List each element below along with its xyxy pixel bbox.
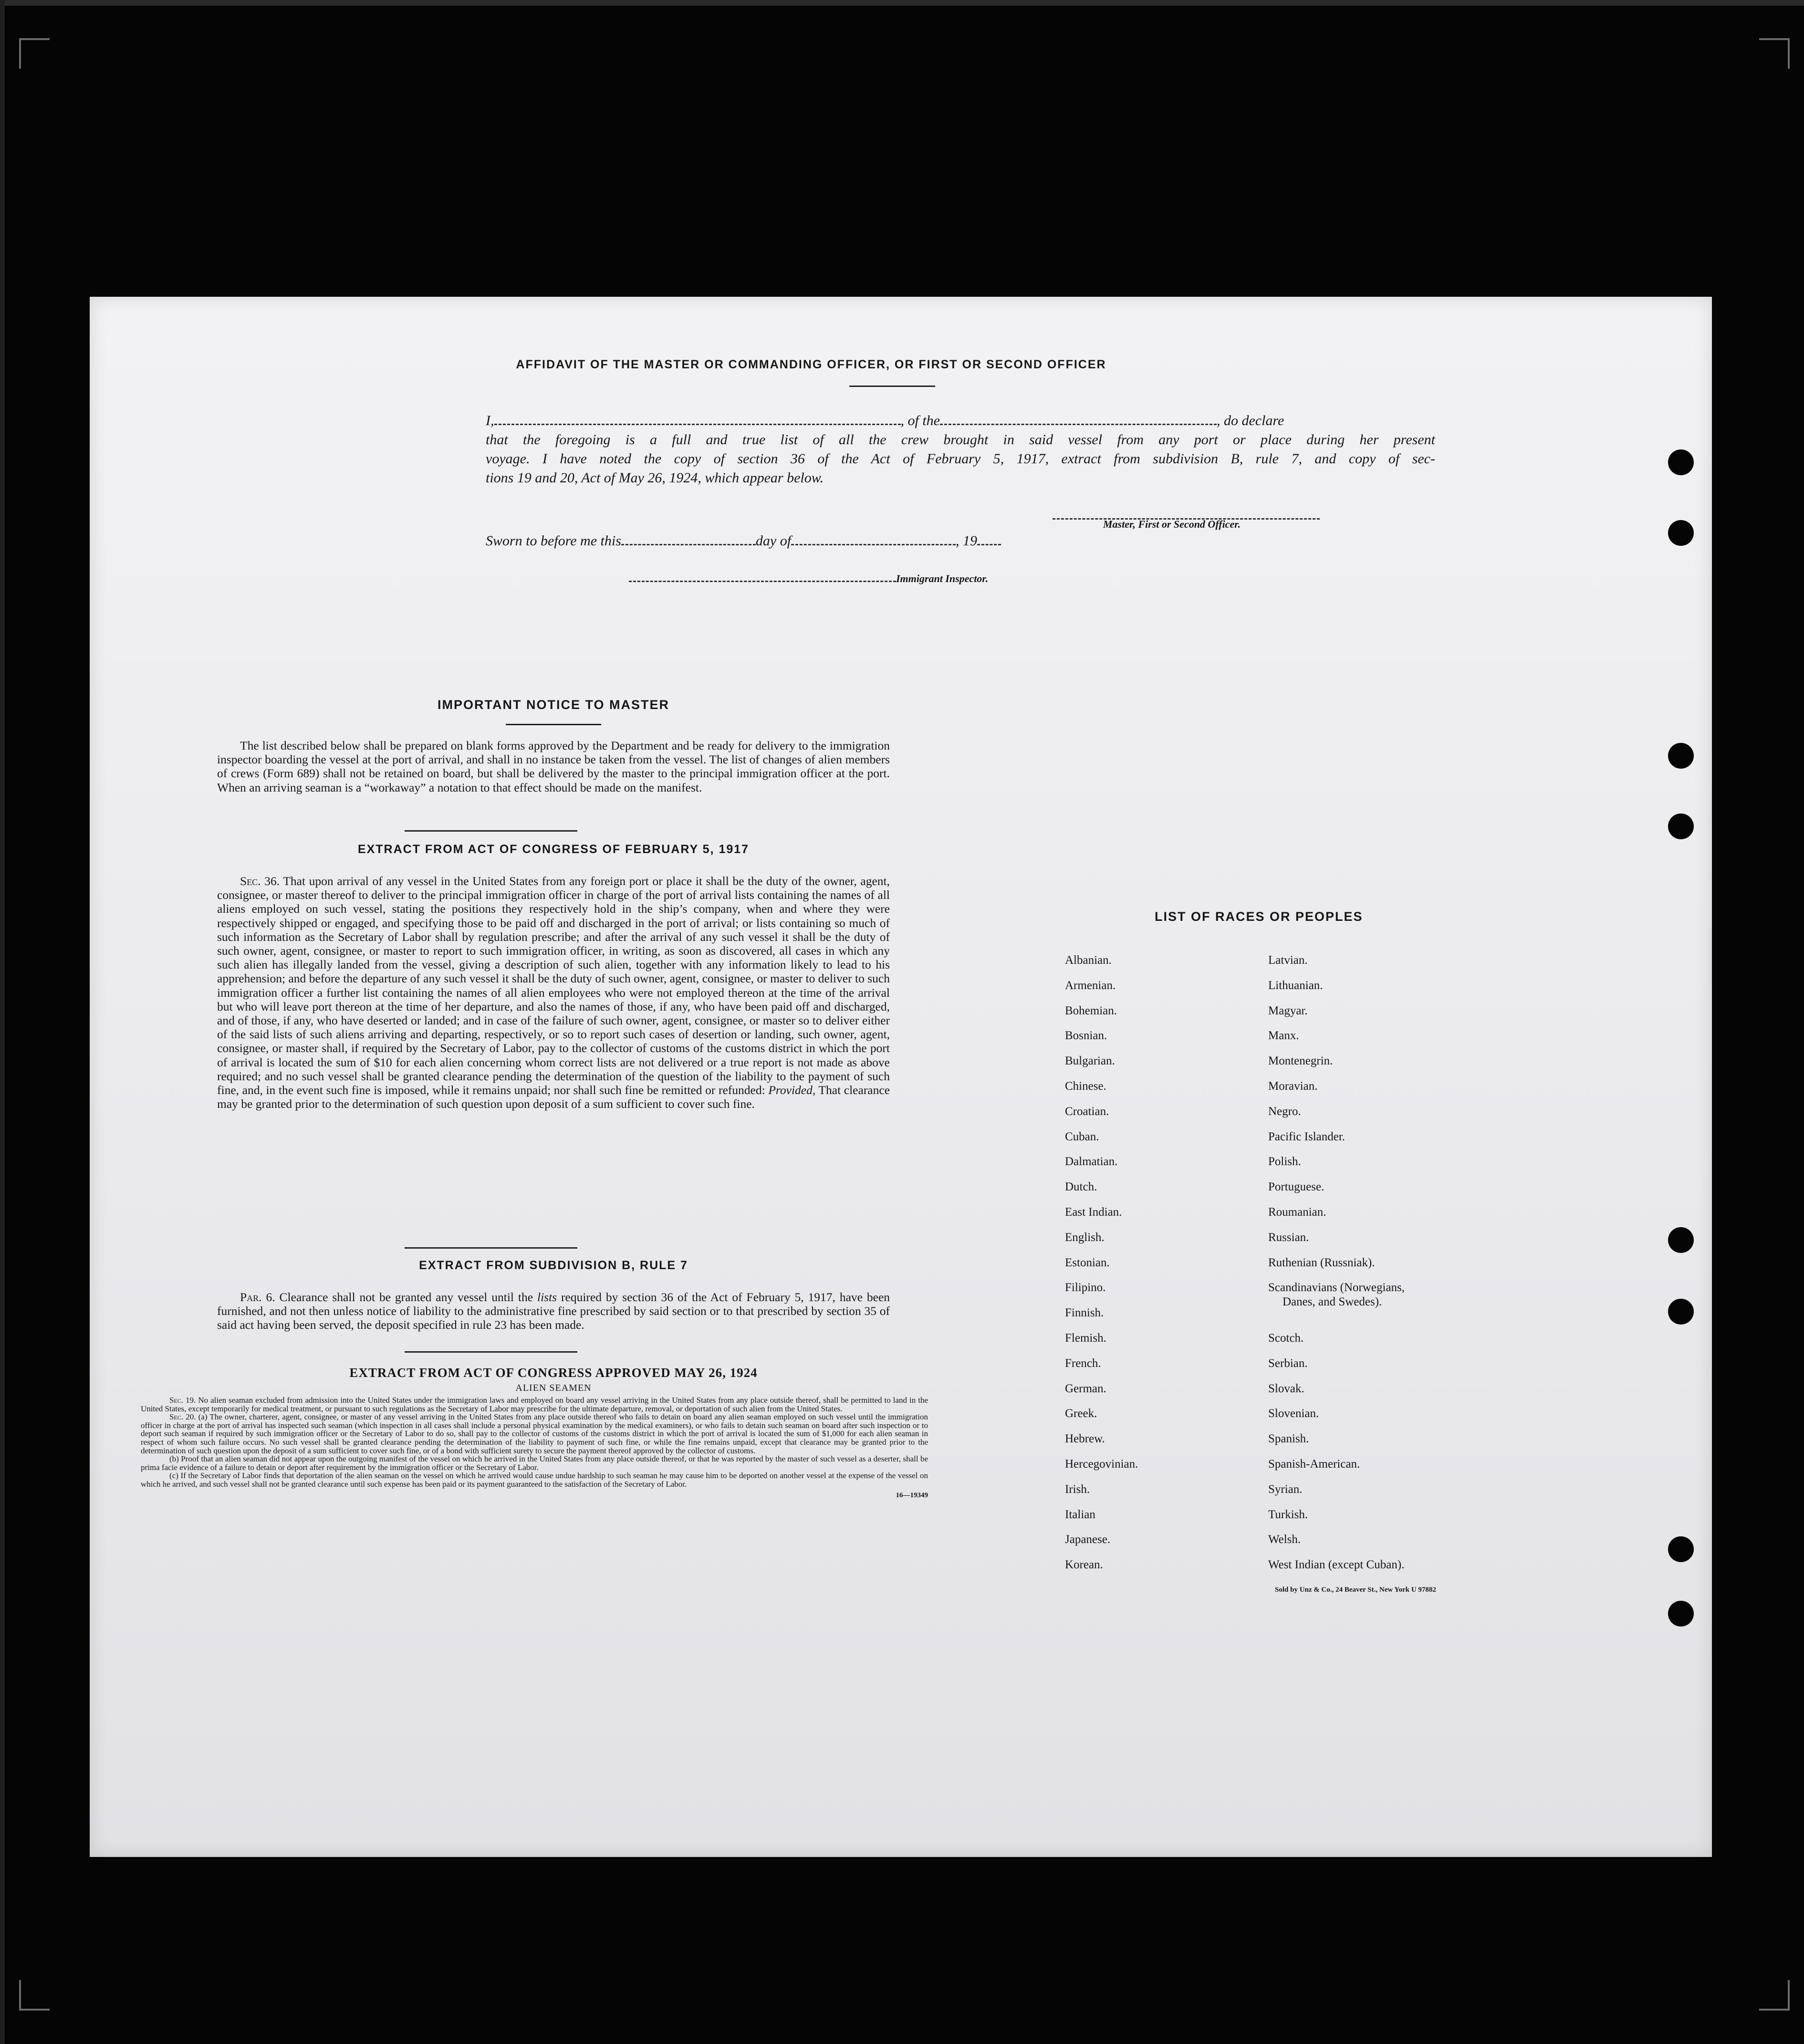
sec-20a-paragraph <box>141 1413 928 1455</box>
printer-imprint: Sold by Unz & Co., 24 Beaver St., New York U 97882 <box>1275 1586 1436 1594</box>
par-6-body: Clearance shall not be granted any vessel until the <box>279 1290 533 1304</box>
race-item: Italian <box>1065 1508 1095 1521</box>
race-item: Portuguese. <box>1268 1180 1324 1194</box>
race-item: Filipino. <box>1065 1281 1106 1294</box>
race-item-line: Scandinavians (Norwegians, <box>1268 1281 1405 1294</box>
punch-hole <box>1668 1227 1694 1253</box>
race-item: Armenian. <box>1065 979 1116 992</box>
act-1924-title: EXTRACT FROM ACT OF CONGRESS APPROVED MAY 26, 1924 <box>349 1366 758 1380</box>
race-item: Hercegovinian. <box>1065 1457 1138 1470</box>
race-item: Bohemian. <box>1065 1004 1117 1017</box>
frame-corner-mark <box>1759 38 1790 69</box>
affidavit-of-the: , of the <box>900 413 940 428</box>
race-item: Flemish. <box>1065 1331 1106 1345</box>
affidavit-i: I, <box>486 413 494 428</box>
race-item: Slovak. <box>1268 1382 1304 1395</box>
race-item: East Indian. <box>1065 1205 1122 1219</box>
notice-text: The list described below shall be prepared on blank forms approved by the Department and be ready for delivery to the immigration inspector boarding the vessel at the port of arrival, and shall in no instance be taken from the vessel. The list of changes of alien members of crews (Form 689) shall not be retained on board, but shall be delivered by the master to the principal immigration officer at the port. When an arriving seaman is a “workaway” a notation to that effect should be made on the manifest. <box>217 739 890 794</box>
race-item <box>1268 1281 1516 1331</box>
sworn-month-field[interactable] <box>791 533 956 545</box>
race-item: Roumanian. <box>1268 1205 1326 1219</box>
race-item: Serbian. <box>1268 1356 1308 1370</box>
sec-19-body: No alien seaman excluded from admission into the United States under the immigration laws and employed on board any vessel arriving in the United States from any place outside thereof, shall be permitted to land in the United States, except temporarily for medical treatment, or pursuant to such regulations as the Secretary of Labor may prescribe for the ultimate departure, removal, or deportation of such alien from the United States. <box>141 1396 928 1413</box>
race-item: West Indian (except Cuban). <box>1268 1558 1405 1572</box>
race-item: Finnish. <box>1065 1306 1104 1320</box>
race-item: Bosnian. <box>1065 1029 1107 1043</box>
affidavit-line-2: that the foregoing is a full and true list of all the crew brought in said vessel from any port or place during her present <box>486 432 1435 448</box>
race-item: Slovenian. <box>1268 1407 1319 1420</box>
section-rule <box>405 1247 577 1249</box>
section-rule <box>405 830 577 832</box>
races-list-right <box>1268 953 1516 1583</box>
notice-title: IMPORTANT NOTICE TO MASTER <box>438 698 669 712</box>
document-sheet <box>90 297 1712 1857</box>
race-item: Latvian. <box>1268 954 1308 967</box>
rule-7-title: EXTRACT FROM SUBDIVISION B, RULE 7 <box>419 1259 688 1272</box>
race-item: Bulgarian. <box>1065 1054 1115 1068</box>
act-1917-text <box>217 874 890 1111</box>
provided-word: Provided, <box>768 1083 816 1097</box>
inspector-signature <box>629 573 988 585</box>
sec-36-body: That upon arrival of any vessel in the United States from any foreign port or place it shall be the duty of the owner, agent, consignee, or master thereof to deliver to the principal immigration officer in charge of the port of arrival lists containing the names of all aliens employed on such vessel, stating the positions they respectively hold in the ship’s company, when and where they were respectively shipped or engaged, and specifying those to be paid off and discharged in the port of arrival; or lists containing so much of such information as the Secretary of Labor shall by regulation prescribe; and after the arrival of any such vessel it shall be the duty of such owner, agent, consignee, or master to report to such immigration officer, in writing, as soon as discovered, all cases in which any such alien has illegally landed from the vessel, giving a description of such alien, together with any information likely to lead to his apprehension; and before the departure of any such vessel it shall be the duty of such owner, agent, consignee, or master to deliver to such immigration officer a further list containing the names of all alien employees who were not employed thereon at the time of the arrival but who will leave port thereon at the time of her departure, and also the names of those, if any, who have been paid off and discharged, and of those, if any, who have deserted or landed; and in case of the failure of such owner, agent, consignee, or master so to deliver either of the said lists of such aliens arriving and departing, respectively, or so to report such cases of desertion or landing, such owner, agent, consignee, or master shall, if required by the Secretary of Labor, pay to the collector of customs of the customs district in which the port of arrival is located the sum of $10 for each alien concerning whom correct lists are not delivered or a true report is not made as above required; and no such vessel shall be granted clearance pending the determination of the question of the liability to the payment of such fine, and, in the event such fine is imposed, while it remains unpaid; nor shall such fine be remitted or refunded: <box>217 874 890 1097</box>
race-item: Manx. <box>1268 1029 1299 1043</box>
sworn-line <box>486 532 1001 551</box>
title-rule <box>506 724 601 725</box>
race-item: Welsh. <box>1268 1533 1301 1546</box>
race-item: Hebrew. <box>1065 1432 1105 1446</box>
punch-hole <box>1668 1601 1694 1627</box>
sworn-year-field[interactable] <box>977 533 1001 545</box>
race-item: Korean. <box>1065 1558 1103 1572</box>
lists-word: lists <box>537 1290 557 1304</box>
race-item: Magyar. <box>1268 1004 1308 1017</box>
rule-7-text <box>217 1290 890 1332</box>
race-item: Spanish-American. <box>1268 1457 1360 1470</box>
par-6-rest: required by section 36 of the Act of February 5, 1917, have been furnished, and not then unless notice of liability to the administrative fine prescribed by said section or to that prescribed by section 35 of said act having been served, the deposit specified in rule 23 has been made. <box>217 1290 890 1332</box>
races-list-left <box>1065 953 1246 1583</box>
sworn-day-field[interactable] <box>621 533 756 545</box>
affidavit-do-declare: , do declare <box>1217 413 1284 428</box>
race-item: English. <box>1065 1231 1105 1244</box>
sec-20-label: Sec. 20. <box>169 1412 196 1422</box>
sworn-prefix: Sworn to before me this <box>486 533 621 549</box>
punch-hole <box>1668 449 1694 475</box>
affidavit-line-4: tions 19 and 20, Act of May 26, 1924, which appear below. <box>486 470 824 486</box>
act-1924-subtitle: ALIEN SEAMEN <box>515 1383 592 1393</box>
race-item: Japanese. <box>1065 1533 1111 1546</box>
punch-hole <box>1668 743 1694 769</box>
sec-20b-paragraph: (b) Proof that an alien seaman did not appear upon the outgoing manifest of the vessel on which he arrived in the United States from any place outside thereof, or that he was reported by the master of such vessel as a deserter, shall be prima facie evidence of a failure to detain or deport after requirement by the immigration officer or the Secretary of Labor. <box>141 1454 928 1472</box>
race-item: Scotch. <box>1268 1331 1304 1345</box>
affidavit-statement <box>486 411 1435 488</box>
sec-19-paragraph <box>141 1396 928 1413</box>
frame-corner-mark <box>1759 1980 1790 2011</box>
race-item: Pacific Islander. <box>1268 1130 1345 1143</box>
par-6-label: Par. 6. <box>240 1290 275 1304</box>
race-item: Polish. <box>1268 1155 1301 1168</box>
act-1924-text <box>141 1396 928 1500</box>
race-item: Russian. <box>1268 1231 1309 1244</box>
frame-corner-mark <box>19 1980 50 2011</box>
inspector-signature-line[interactable] <box>629 576 896 582</box>
sec-20a-body: (a) The owner, charterer, agent, consignee, or master of any vessel arriving in the United States from any place outside thereof who fails to detain on board any alien seaman employed on such vessel until the immigration officer in charge at the port of arrival has inspected such seaman (which inspection in all cases shall include a personal physical examination by the medical examiners), or who fails to detain such seaman on board after such inspection or to deport such seaman if required by such immigration officer or the Secretary of Labor to do so, shall pay to the collector of customs of the customs district in which the port of arrival is located the sum of $1,000 for each alien seaman in respect of whom such failure occurs. No such vessel shall be granted clearance pending the determination of the liability to payment of such fine, or while the fine remains unpaid, except that clearance may be granted prior to the determination of such question upon the deposit of a sum sufficient to cover such fine, or of a bond with sufficient surety to secure the payment thereof approved by the collector of customs. <box>141 1412 928 1455</box>
race-item: Montenegrin. <box>1268 1054 1333 1068</box>
film-edge-left <box>0 0 5 2044</box>
race-item-line: Danes, and Swedes). <box>1283 1295 1382 1309</box>
master-caption: Master, First or Second Officer. <box>1103 518 1241 530</box>
race-item: Greek. <box>1065 1407 1097 1420</box>
inspector-caption: Immigrant Inspector. <box>896 573 989 584</box>
act-1917-title: EXTRACT FROM ACT OF CONGRESS OF FEBRUARY 5, 1917 <box>357 843 750 856</box>
title-rule <box>849 386 935 387</box>
race-item: Lithuanian. <box>1268 979 1323 992</box>
affidavit-line-3: voyage. I have noted the copy of section 36 of the Act of February 5, 1917, extract from subdivision B, rule 7, and copy of sec- <box>486 451 1435 467</box>
name-blank-field[interactable] <box>494 413 901 425</box>
race-item: Dalmatian. <box>1065 1155 1118 1168</box>
punch-hole <box>1668 520 1694 546</box>
affidavit-line-1 <box>486 411 1435 430</box>
race-item: Moravian. <box>1268 1079 1318 1093</box>
punch-hole <box>1668 1299 1694 1324</box>
race-item: Chinese. <box>1065 1079 1106 1093</box>
film-edge-top <box>0 0 1804 6</box>
sec-20c-paragraph: (c) If the Secretary of Labor finds that deportation of the alien seaman on the vessel on which he arrived would cause undue hardship to such seaman he may cause him to be deported on another vessel at the expense of the vessel on which he arrived, and such vessel shall not be granted clearance until such expense has been paid or its payment guaranteed to the satisfaction of the Secretary of Labor. <box>141 1471 928 1489</box>
frame-corner-mark <box>19 38 50 69</box>
sec-36-proviso: That clearance may be granted prior to the determination of such question upon deposit of a sum sufficient to cover such fine. <box>217 1083 890 1111</box>
affidavit-title: AFFIDAVIT OF THE MASTER OR COMMANDING OFFICER, OR FIRST OR SECOND OFFICER <box>516 358 1106 371</box>
vessel-blank-field[interactable] <box>940 413 1217 425</box>
race-item: German. <box>1065 1382 1106 1395</box>
race-item: Estonian. <box>1065 1256 1110 1269</box>
form-number: 16—19349 <box>896 1491 928 1499</box>
race-item: Dutch. <box>1065 1180 1097 1194</box>
race-item: Syrian. <box>1268 1482 1303 1496</box>
sworn-year: , 19 <box>956 533 978 549</box>
sec-36-label: Sec. 36. <box>240 874 280 888</box>
punch-hole <box>1668 1536 1694 1562</box>
race-item: Spanish. <box>1268 1432 1309 1446</box>
race-item: Irish. <box>1065 1482 1090 1496</box>
race-item: Cuban. <box>1065 1130 1099 1143</box>
section-rule <box>405 1351 577 1353</box>
race-item: Negro. <box>1268 1105 1301 1118</box>
race-item: Turkish. <box>1268 1508 1308 1521</box>
race-item: Albanian. <box>1065 954 1112 967</box>
race-item: Ruthenian (Russniak). <box>1268 1256 1375 1269</box>
punch-hole <box>1668 813 1694 839</box>
race-item: Croatian. <box>1065 1105 1109 1118</box>
races-title: LIST OF RACES OR PEOPLES <box>1155 909 1363 924</box>
race-item: French. <box>1065 1356 1101 1370</box>
sworn-day-of: day of <box>755 533 792 549</box>
sec-19-label: Sec. 19. <box>169 1396 196 1405</box>
